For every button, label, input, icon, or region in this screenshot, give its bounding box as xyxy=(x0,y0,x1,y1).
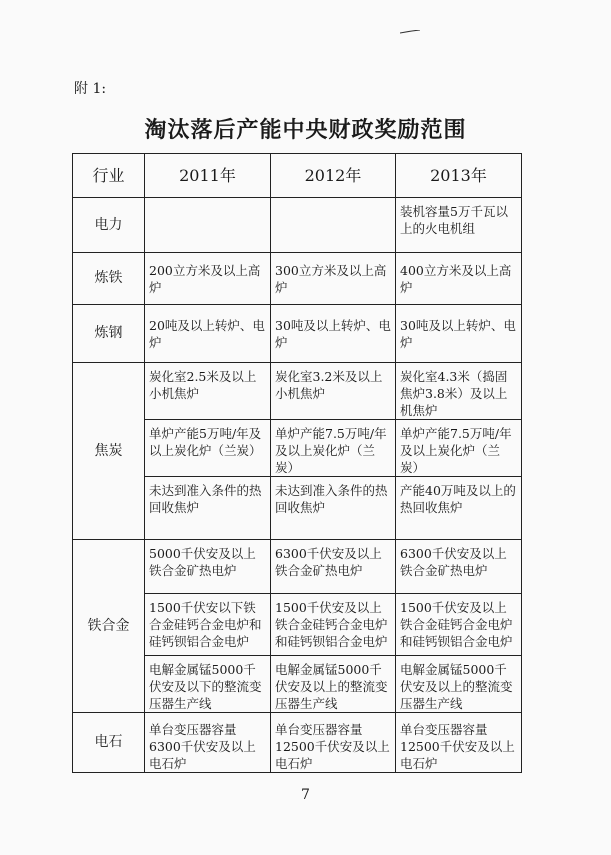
table-cell: 1500千伏安及以上铁合金硅钙合金电炉和硅钙钡铝合金电炉 xyxy=(271,594,396,656)
table-cell: 单炉产能7.5万吨/年及以上炭化炉（兰炭） xyxy=(271,420,396,477)
header-2011: 2011年 xyxy=(145,154,271,198)
table-cell: 6300千伏安及以上铁合金矿热电炉 xyxy=(271,540,396,594)
table-header-row xyxy=(73,154,522,198)
table-row xyxy=(73,713,522,773)
table-cell: 炭化室4.3米（捣固焦炉3.8米）及以上机焦炉 xyxy=(396,363,522,420)
table-cell: 单炉产能5万吨/年及以上炭化炉（兰炭） xyxy=(145,420,271,477)
industry-cell: 电石 xyxy=(73,713,145,773)
table-cell: 1500千伏安以下铁合金硅钙合金电炉和硅钙钡铝合金电炉 xyxy=(145,594,271,656)
industry-cell: 炼钢 xyxy=(73,305,145,363)
industry-cell: 炼铁 xyxy=(73,253,145,305)
table-cell: 电解金属锰5000千伏安及以下的整流变压器生产线 xyxy=(145,656,271,713)
table-row xyxy=(73,253,522,305)
table-cell: 400立方米及以上高炉 xyxy=(396,253,522,305)
pen-mark xyxy=(400,30,420,34)
attachment-label: 附 1: xyxy=(74,81,107,97)
header-2013: 2013年 xyxy=(396,154,522,198)
table-cell: 30吨及以上转炉、电炉 xyxy=(271,305,396,363)
table-cell: 电解金属锰5000千伏安及以上的整流变压器生产线 xyxy=(396,656,522,713)
page-number: 7 xyxy=(301,787,310,803)
table-cell: 炭化室2.5米及以上小机焦炉 xyxy=(145,363,271,420)
table-cell: 300立方米及以上高炉 xyxy=(271,253,396,305)
table-cell: 未达到准入条件的热回收焦炉 xyxy=(271,477,396,540)
industry-cell: 电力 xyxy=(73,198,145,253)
table-cell xyxy=(271,198,396,253)
table-cell: 产能40万吨及以上的热回收焦炉 xyxy=(396,477,522,540)
table-row xyxy=(73,198,522,253)
industry-cell: 焦炭 xyxy=(73,363,145,540)
table-cell: 单炉产能7.5万吨/年及以上炭化炉（兰炭） xyxy=(396,420,522,477)
table-cell: 30吨及以上转炉、电炉 xyxy=(396,305,522,363)
table-cell: 装机容量5万千瓦以上的火电机组 xyxy=(396,198,522,253)
table-cell: 200立方米及以上高炉 xyxy=(145,253,271,305)
table-cell: 6300千伏安及以上铁合金矿热电炉 xyxy=(396,540,522,594)
header-industry: 行业 xyxy=(73,154,145,198)
industry-cell: 铁合金 xyxy=(73,540,145,713)
reward-scope-table xyxy=(72,153,522,773)
table-cell: 单台变压器容量12500千伏安及以上电石炉 xyxy=(271,713,396,773)
table-cell: 单台变压器容量12500千伏安及以上电石炉 xyxy=(396,713,522,773)
table-cell: 单台变压器容量6300千伏安及以上电石炉 xyxy=(145,713,271,773)
table-cell: 5000千伏安及以上铁合金矿热电炉 xyxy=(145,540,271,594)
page-title: 淘汰落后产能中央财政奖励范围 xyxy=(144,117,467,143)
header-2012: 2012年 xyxy=(271,154,396,198)
table-cell: 炭化室3.2米及以上小机焦炉 xyxy=(271,363,396,420)
table-row xyxy=(73,363,522,420)
table-row xyxy=(73,540,522,594)
table-row xyxy=(73,305,522,363)
table-cell: 未达到准入条件的热回收焦炉 xyxy=(145,477,271,540)
table-cell xyxy=(145,198,271,253)
table-cell: 电解金属锰5000千伏安及以上的整流变压器生产线 xyxy=(271,656,396,713)
table-cell: 20吨及以上转炉、电炉 xyxy=(145,305,271,363)
table-cell: 1500千伏安及以上铁合金硅钙合金电炉和硅钙钡铝合金电炉 xyxy=(396,594,522,656)
